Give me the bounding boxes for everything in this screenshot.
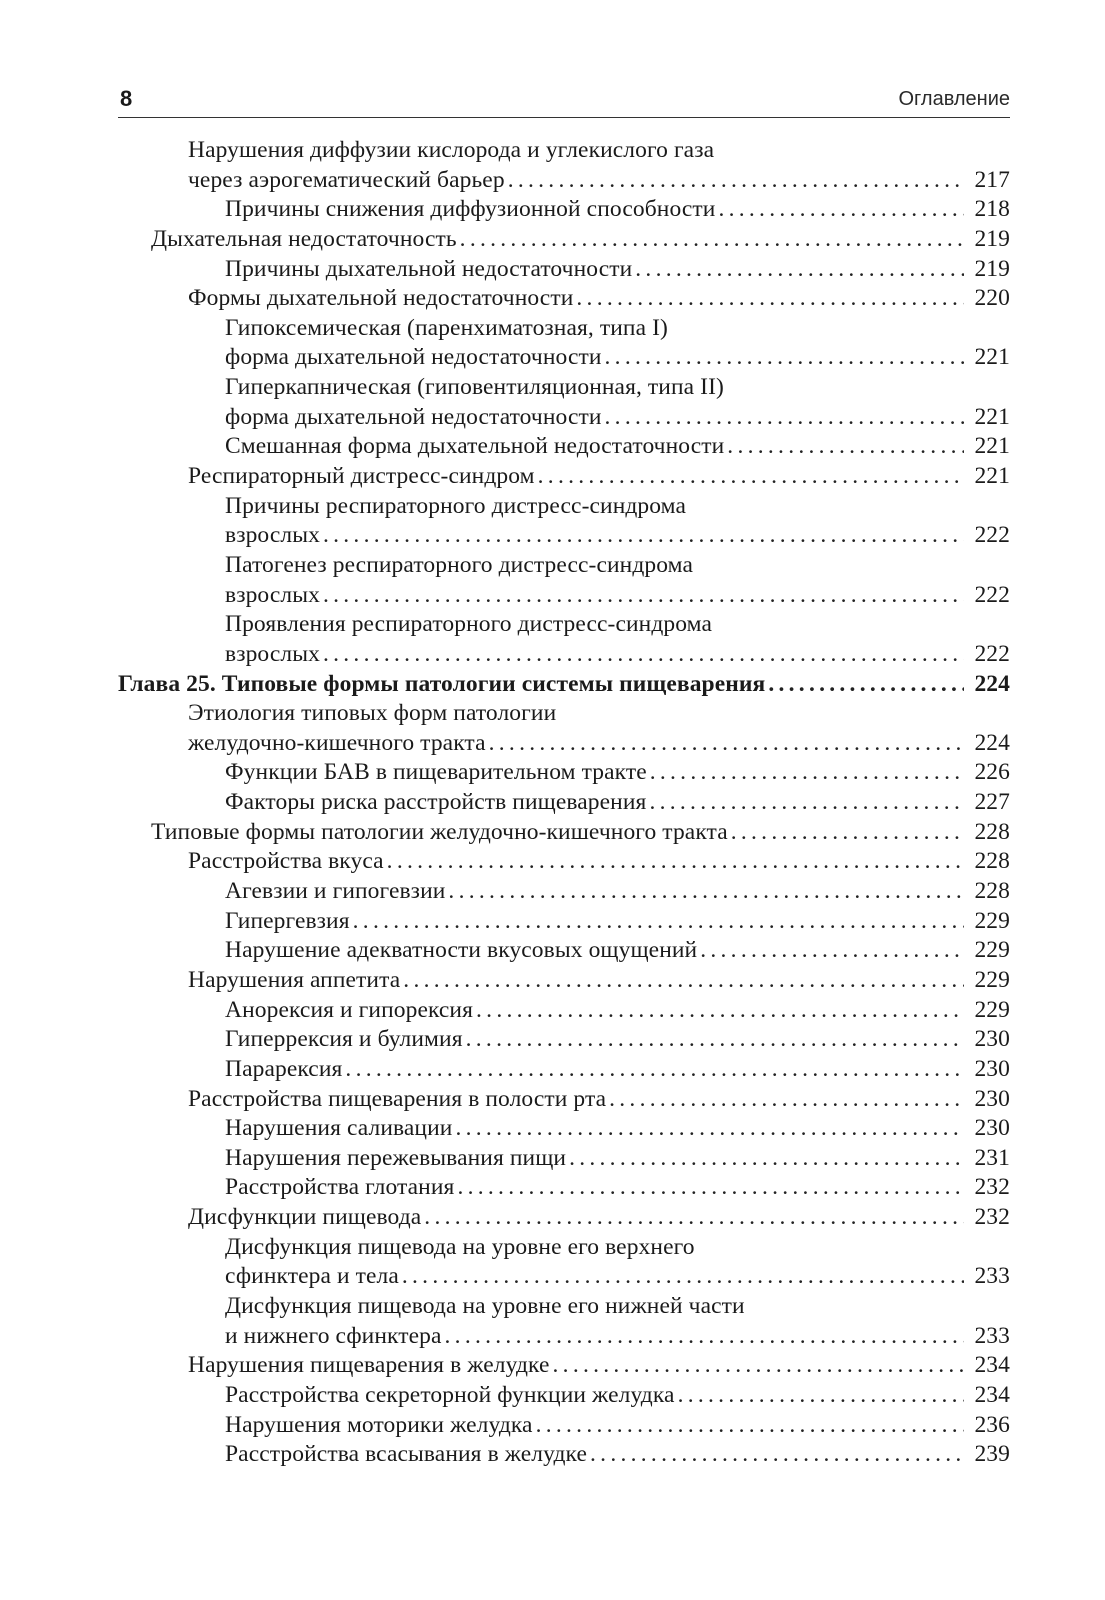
toc-entry-line — [118, 1440, 1010, 1470]
toc-entry-title: сфинктера и тела — [225, 1263, 399, 1290]
dot-leader — [700, 936, 964, 966]
toc-entry-line — [118, 581, 1010, 611]
toc-entry-line — [118, 699, 1010, 729]
toc-entry-title: взрослых — [225, 640, 320, 667]
toc-entry-title: Дисфункция пищевода на уровне его нижней части — [225, 1292, 745, 1319]
toc-page-number: 230 — [974, 1055, 1010, 1082]
dot-leader — [448, 877, 964, 907]
toc-page-number: 218 — [974, 196, 1010, 223]
toc-entry-title: Функции БАВ в пищеварительном тракте — [225, 759, 647, 786]
dot-leader — [649, 788, 964, 818]
toc-entry-title: Этиология типовых форм патологии — [188, 700, 557, 727]
header-rule — [118, 117, 1010, 118]
toc-page-number: 228 — [974, 878, 1010, 905]
toc-entry-line — [118, 136, 1010, 166]
toc-entry-line — [118, 1144, 1010, 1174]
dot-leader — [718, 195, 964, 225]
toc-entry-title: Причины дыхательной недостаточности — [225, 255, 633, 282]
toc-entry-title: Расстройства глотания — [225, 1174, 455, 1201]
toc-entry-title: Агевзии и гипогевзии — [225, 878, 446, 905]
toc-entry-line — [118, 521, 1010, 551]
toc-entry-title: Дисфункция пищевода на уровне его верхнего — [225, 1233, 695, 1260]
toc-entry-line — [118, 1351, 1010, 1381]
toc-entry-title: форма дыхательной недостаточности — [225, 403, 602, 430]
toc-page-number: 233 — [974, 1322, 1010, 1349]
toc-entry-line — [118, 373, 1010, 403]
toc-page-number: 228 — [974, 818, 1010, 845]
toc-entry-line — [118, 1173, 1010, 1203]
dot-leader — [635, 255, 964, 285]
dot-leader — [489, 729, 964, 759]
dot-leader — [678, 1381, 964, 1411]
dot-leader — [323, 521, 964, 551]
toc-entry-line — [118, 284, 1010, 314]
toc-entry-title: Анорексия и гипорексия — [225, 996, 474, 1023]
dot-leader — [387, 847, 964, 877]
dot-leader — [605, 403, 964, 433]
toc-entry-line — [118, 1292, 1010, 1322]
toc-page-number: 233 — [974, 1263, 1010, 1290]
toc-entry-title: Патогенез респираторного дистресс-синдрома — [225, 551, 694, 578]
toc-page-number: 227 — [974, 789, 1010, 816]
toc-entry-line — [118, 462, 1010, 492]
toc-entry-title: Нарушения диффузии кислорода и углекислого газа — [188, 137, 715, 163]
toc-entry-line — [118, 551, 1010, 581]
toc-entry-title: Формы дыхательной недостаточности — [188, 285, 574, 312]
toc-page-number: 222 — [974, 522, 1010, 549]
toc-entry-title: через аэрогематический барьер — [188, 166, 505, 193]
dot-leader — [553, 1351, 964, 1381]
toc-entry-line — [118, 255, 1010, 285]
toc-page-number: 217 — [974, 166, 1010, 193]
table-of-contents — [118, 136, 1010, 1470]
toc-page-number: 229 — [974, 937, 1010, 964]
toc-entry-title: взрослых — [225, 522, 320, 549]
toc-entry-line — [118, 1262, 1010, 1292]
toc-page-number: 219 — [974, 225, 1010, 252]
toc-page-number: 222 — [974, 640, 1010, 667]
toc-entry-line — [118, 343, 1010, 373]
toc-entry-line — [118, 996, 1010, 1026]
toc-entry-title: Дисфункции пищевода — [188, 1204, 422, 1231]
dot-leader — [402, 1262, 964, 1292]
toc-entry-title: Нарушения пережевывания пищи — [225, 1144, 567, 1171]
dot-leader — [424, 1203, 964, 1233]
dot-leader — [353, 907, 964, 937]
toc-page-number: 220 — [974, 285, 1010, 312]
toc-entry-line — [118, 966, 1010, 996]
dot-leader — [455, 1114, 964, 1144]
toc-entry-line — [118, 670, 1010, 700]
toc-entry-title: Типовые формы патологии желудочно-кишечного тракта — [151, 818, 728, 845]
toc-entry-title: форма дыхательной недостаточности — [225, 344, 602, 371]
toc-entry-line — [118, 432, 1010, 462]
toc-entry-title: Респираторный дистресс-синдром — [188, 463, 535, 490]
dot-leader — [650, 758, 964, 788]
toc-page-number: 230 — [974, 1026, 1010, 1053]
dot-leader — [460, 225, 964, 255]
toc-page-number: 221 — [974, 403, 1010, 430]
dot-leader — [768, 670, 964, 700]
toc-page-number: 239 — [974, 1441, 1010, 1468]
toc-entry-title: и нижнего сфинктера — [225, 1322, 442, 1349]
toc-entry-title: Гипергевзия — [225, 907, 350, 934]
dot-leader — [576, 284, 964, 314]
toc-entry-title: Парарексия — [225, 1055, 343, 1082]
toc-entry-title: желудочно-кишечного тракта — [188, 729, 486, 756]
toc-entry-line — [118, 758, 1010, 788]
toc-entry-title: Дыхательная недостаточность — [151, 225, 457, 252]
dot-leader — [457, 1173, 964, 1203]
toc-entry-line — [118, 195, 1010, 225]
toc-entry-title: Расстройства всасывания в желудке — [225, 1441, 588, 1468]
toc-page-number: 234 — [974, 1381, 1010, 1408]
toc-entry-line — [118, 1085, 1010, 1115]
toc-entry-title: Проявления респираторного дистресс-синдрома — [225, 611, 713, 638]
toc-page-number: 229 — [974, 996, 1010, 1023]
toc-entry-title: Нарушения аппетита — [188, 966, 401, 993]
toc-entry-title: Причины снижения диффузионной способности — [225, 196, 716, 223]
toc-entry-line — [118, 403, 1010, 433]
toc-page-number: 224 — [974, 729, 1010, 756]
toc-page-number: 230 — [974, 1085, 1010, 1112]
toc-page-number: 226 — [974, 759, 1010, 786]
dot-leader — [508, 166, 964, 196]
dot-leader — [590, 1440, 964, 1470]
toc-page-number: 224 — [974, 670, 1010, 697]
toc-entry-line — [118, 166, 1010, 196]
dot-leader — [538, 462, 964, 492]
toc-entry-line — [118, 1025, 1010, 1055]
toc-entry-line — [118, 1381, 1010, 1411]
toc-entry-line — [118, 788, 1010, 818]
toc-entry-line — [118, 1055, 1010, 1085]
toc-entry-title: Расстройства вкуса — [188, 848, 384, 875]
toc-page-number: 228 — [974, 848, 1010, 875]
toc-page-number: 232 — [974, 1204, 1010, 1231]
toc-entry-line — [118, 640, 1010, 670]
toc-page-number: 231 — [974, 1144, 1010, 1171]
dot-leader — [605, 343, 964, 373]
toc-entry-line — [118, 818, 1010, 848]
toc-entry-title: Глава 25. Типовые формы патологии системы пищеварения — [118, 670, 766, 697]
toc-entry-line — [118, 936, 1010, 966]
toc-page-number: 232 — [974, 1174, 1010, 1201]
toc-page-number: 229 — [974, 907, 1010, 934]
toc-page-number: 221 — [974, 433, 1010, 460]
toc-entry-line — [118, 1233, 1010, 1263]
toc-entry-title: Расстройства пищеварения в полости рта — [188, 1085, 607, 1112]
toc-entry-title: Расстройства секреторной функции желудка — [225, 1381, 675, 1408]
running-head: Оглавление — [898, 88, 1010, 110]
dot-leader — [323, 640, 964, 670]
toc-entry-title: Гиперрексия и булимия — [225, 1026, 463, 1053]
toc-entry-line — [118, 907, 1010, 937]
toc-page-number: 219 — [974, 255, 1010, 282]
toc-page-number: 222 — [974, 581, 1010, 608]
toc-page-number: 234 — [974, 1352, 1010, 1379]
toc-entry-title: Нарушения моторики желудка — [225, 1411, 533, 1438]
toc-entry-line — [118, 1322, 1010, 1352]
toc-entry-line — [118, 610, 1010, 640]
toc-entry-line — [118, 877, 1010, 907]
toc-page-number: 229 — [974, 966, 1010, 993]
toc-entry-line — [118, 492, 1010, 522]
toc-entry-title: Гипоксемическая (паренхиматозная, типа I) — [225, 314, 668, 341]
toc-entry-line — [118, 847, 1010, 877]
dot-leader — [609, 1085, 964, 1115]
page-number: 8 — [120, 86, 133, 111]
toc-entry-title: Гиперкапническая (гиповентиляционная, типа II) — [225, 374, 724, 401]
dot-leader — [345, 1055, 964, 1085]
dot-leader — [727, 432, 964, 462]
dot-leader — [445, 1322, 964, 1352]
toc-entry-line — [118, 1114, 1010, 1144]
toc-entry-title: Причины респираторного дистресс-синдрома — [225, 492, 687, 519]
toc-entry-line — [118, 729, 1010, 759]
dot-leader — [403, 966, 964, 996]
toc-entry-line — [118, 1411, 1010, 1441]
toc-page-number: 221 — [974, 344, 1010, 371]
toc-entry-line — [118, 225, 1010, 255]
toc-entry-line — [118, 314, 1010, 344]
toc-entry-title: Факторы риска расстройств пищеварения — [225, 789, 647, 816]
dot-leader — [323, 581, 964, 611]
toc-entry-title: Нарушение адекватности вкусовых ощущений — [225, 937, 698, 964]
toc-entry-title: Нарушения саливации — [225, 1115, 453, 1142]
dot-leader — [731, 818, 964, 848]
toc-entry-title: Нарушения пищеварения в желудке — [188, 1352, 550, 1379]
toc-page-number: 230 — [974, 1115, 1010, 1142]
toc-page-number: 236 — [974, 1411, 1010, 1438]
toc-entry-title: Смешанная форма дыхательной недостаточности — [225, 433, 725, 460]
toc-entry-line — [118, 1203, 1010, 1233]
toc-entry-title: взрослых — [225, 581, 320, 608]
dot-leader — [476, 996, 964, 1026]
toc-page-number: 221 — [974, 463, 1010, 490]
dot-leader — [536, 1411, 964, 1441]
dot-leader — [466, 1025, 964, 1055]
dot-leader — [569, 1144, 964, 1174]
